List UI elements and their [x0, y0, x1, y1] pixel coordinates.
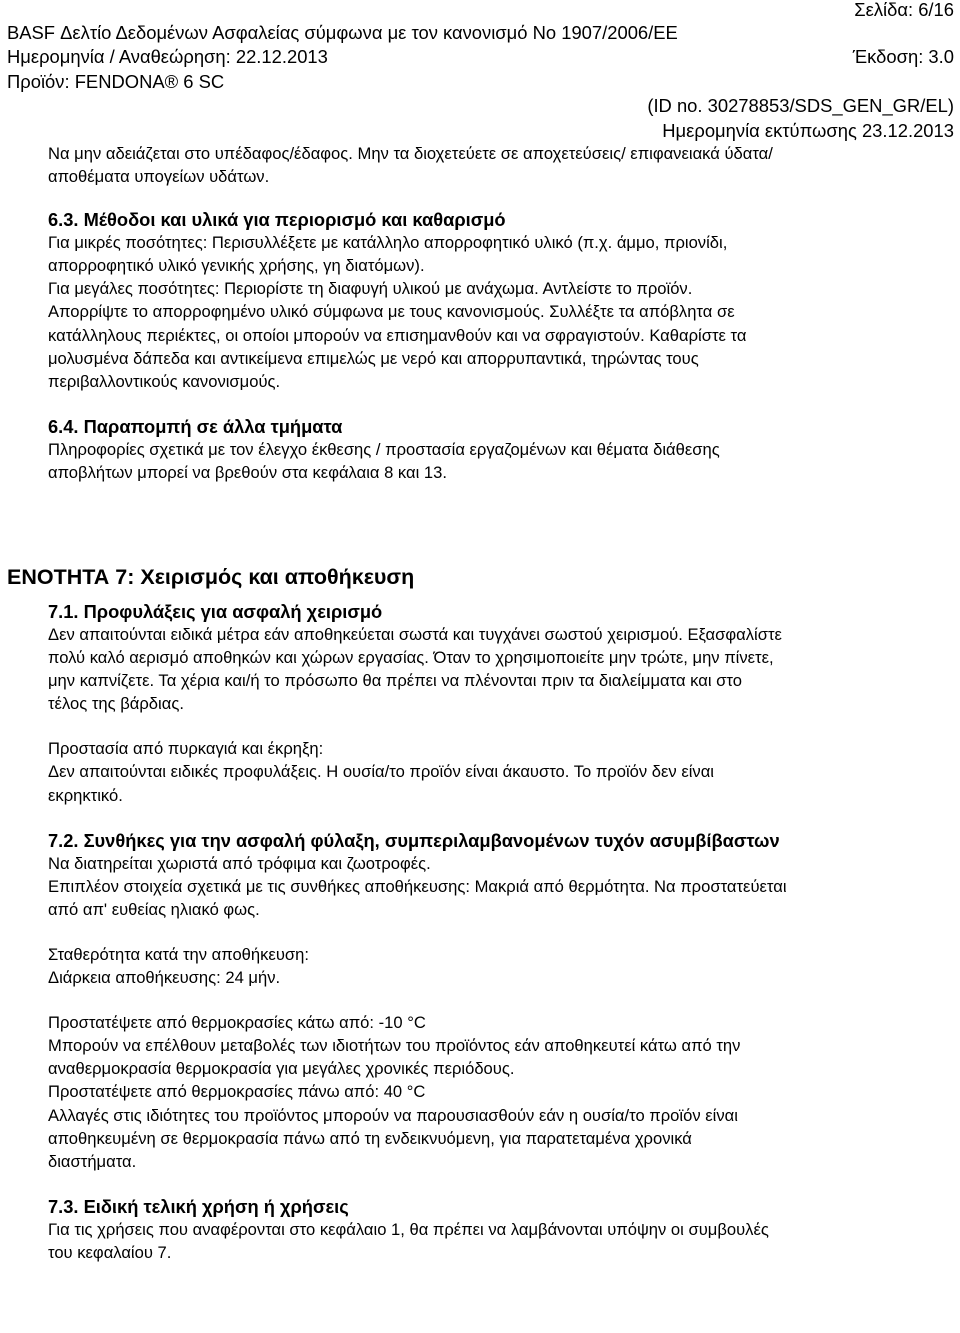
text-line: Για μεγάλες ποσότητες: Περιορίστε τη διαφυγή υλικού με ανάχωμα. Αντλείστε το προϊόν.	[48, 279, 693, 299]
page-number: Σελίδα: 6/16	[854, 0, 954, 20]
text-line: περιβαλλοντικούς κανονισμούς.	[48, 371, 281, 391]
text-line: Σταθερότητα κατά την αποθήκευση:	[48, 944, 309, 964]
text-line: Επιπλέον στοιχεία σχετικά με τις συνθήκες αποθήκευσης: Μακριά από θερμότητα. Να προστατεύεται	[48, 876, 787, 896]
text-line: Δεν απαιτούνται ειδικά μέτρα εάν αποθηκεύεται σωστά και τυγχάνει σωστού χειρισμού. Εξασφαλίστε	[48, 625, 782, 644]
subsection-title-7-2: 7.2. Συνθήκες για την ασφαλή φύλαξη, συμπεριλαμβανομένων τυχόν ασυμβίβαστων	[48, 829, 780, 851]
text-line: Να μην αδειάζεται στο υπέδαφος/έδαφος. Μην τα διοχετεύετε σε αποχετεύσεις/ επιφανειακά ύδατα/	[48, 144, 773, 163]
document-id: (ID no. 30278853/SDS_GEN_GR/EL)	[647, 95, 954, 116]
text-line: αποθέματα υπογείων υδάτων.	[48, 167, 270, 187]
section-title-7: ΕΝΟΤΗΤΑ 7: Χειρισμός και αποθήκευση	[7, 565, 415, 589]
version-label: Έκδοση: 3.0	[852, 46, 954, 67]
print-date: Ημερομηνία εκτύπωσης 23.12.2013	[662, 120, 954, 141]
text-line: κατάλληλους περιέκτες, οι οποίοι μπορούν να επισημανθούν και να σφραγιστούν. Καθαρίστε τα	[48, 325, 747, 345]
text-line: Προστατέψετε από θερμοκρασίες κάτω από: -10 °C	[48, 1013, 426, 1033]
text-line: από απ' ευθείας ηλιακό φως.	[48, 899, 260, 919]
product-name: Προϊόν: FENDONA® 6 SC	[7, 71, 225, 92]
text-line: του κεφαλαίου 7.	[48, 1242, 172, 1262]
text-line: Για τις χρήσεις που αναφέρονται στο κεφάλαιο 1, θα πρέπει να λαμβάνονται υπόψην οι συμβουλές	[48, 1219, 769, 1239]
text-line: αποβλήτων μπορεί να βρεθούν στα κεφάλαια 8 και 13.	[48, 462, 447, 482]
section-6-body	[48, 142, 946, 484]
text-line: Πληροφορίες σχετικά με τον έλεγχο έκθεσης / προστασία εργαζομένων και θέματα διάθεσης	[48, 439, 720, 459]
section-7-body	[48, 600, 946, 1264]
text-line: διαστήματα.	[48, 1151, 137, 1171]
text-line: Προστατέψετε από θερμοκρασίες πάνω από: 40 °C	[48, 1082, 426, 1102]
revision-date: Ημερομηνία / Αναθεώρηση: 22.12.2013	[7, 46, 328, 67]
text-line: τέλος της βάρδιας.	[48, 694, 184, 714]
text-line: αποθηκευμένη σε θερμοκρασία πάνω από τη ενδεικνυόμενη, για παρατεταμένα χρονικά	[48, 1128, 692, 1148]
document-title: BASF Δελτίο Δεδομένων Ασφαλείας σύμφωνα με τον κανονισμό Νο 1907/2006/ΕΕ	[7, 22, 678, 43]
text-line: εκρηκτικό.	[48, 785, 123, 805]
text-line: Διάρκεια αποθήκευσης: 24 μήν.	[48, 968, 281, 988]
text-line: Για μικρές ποσότητες: Περισυλλέξετε με κατάλληλο απορροφητικό υλικό (π.χ. άμμο, πριονίδι,	[48, 233, 728, 253]
subsection-title-7-1: 7.1. Προφυλάξεις για ασφαλή χειρισμό	[48, 601, 383, 622]
text-line: αναθερμοκρασία θερμοκρασία για μεγάλες χρονικές περιόδους.	[48, 1059, 515, 1079]
text-line: Απορρίψτε το απορροφημένο υλικό σύμφωνα με τους κανονισμούς. Συλλέξτε τα απόβλητα σε	[48, 302, 735, 322]
text-line: πολύ καλό αερισμό αποθηκών και χώρων εργασίας. Όταν το χρησιμοποιείτε μην τρώτε, μην πίνετε,	[48, 648, 774, 668]
text-line: μην καπνίζετε. Τα χέρια και/ή το πρόσωπο θα πρέπει να πλένονται πριν τα διαλείμματα και στο	[48, 671, 742, 691]
text-line: Προστασία από πυρκαγιά και έκρηξη:	[48, 739, 324, 759]
text-line: απορροφητικό υλικό γενικής χρήσης, γη διατόμων).	[48, 256, 425, 276]
subsection-title-6-4: 6.4. Παραπομπή σε άλλα τμήματα	[48, 415, 343, 437]
subsection-title-6-3: 6.3. Μέθοδοι και υλικά για περιορισμό και καθαρισμό	[48, 209, 506, 231]
text-line: Μπορούν να επέλθουν μεταβολές των ιδιοτήτων του προϊόντος εάν αποθηκευτεί κάτω από την	[48, 1036, 741, 1056]
text-line: Να διατηρείται χωριστά από τρόφιμα και ζωοτροφές.	[48, 853, 431, 873]
text-line: Δεν απαιτούνται ειδικές προφυλάξεις. Η ουσία/το προϊόν είναι άκαυστο. Το προϊόν δεν είναι	[48, 762, 714, 782]
text-line: μολυσμένα δάπεδα και αντικείμενα επιμελώς με νερό και απορρυπαντικά, τηρώντας τους	[48, 348, 699, 368]
text-line: Αλλαγές στις ιδιότητες του προϊόντος μπορούν να παρουσιασθούν εάν η ουσία/το προϊόν είναι	[48, 1105, 738, 1125]
subsection-title-7-3: 7.3. Ειδική τελική χρήση ή χρήσεις	[48, 1195, 349, 1217]
